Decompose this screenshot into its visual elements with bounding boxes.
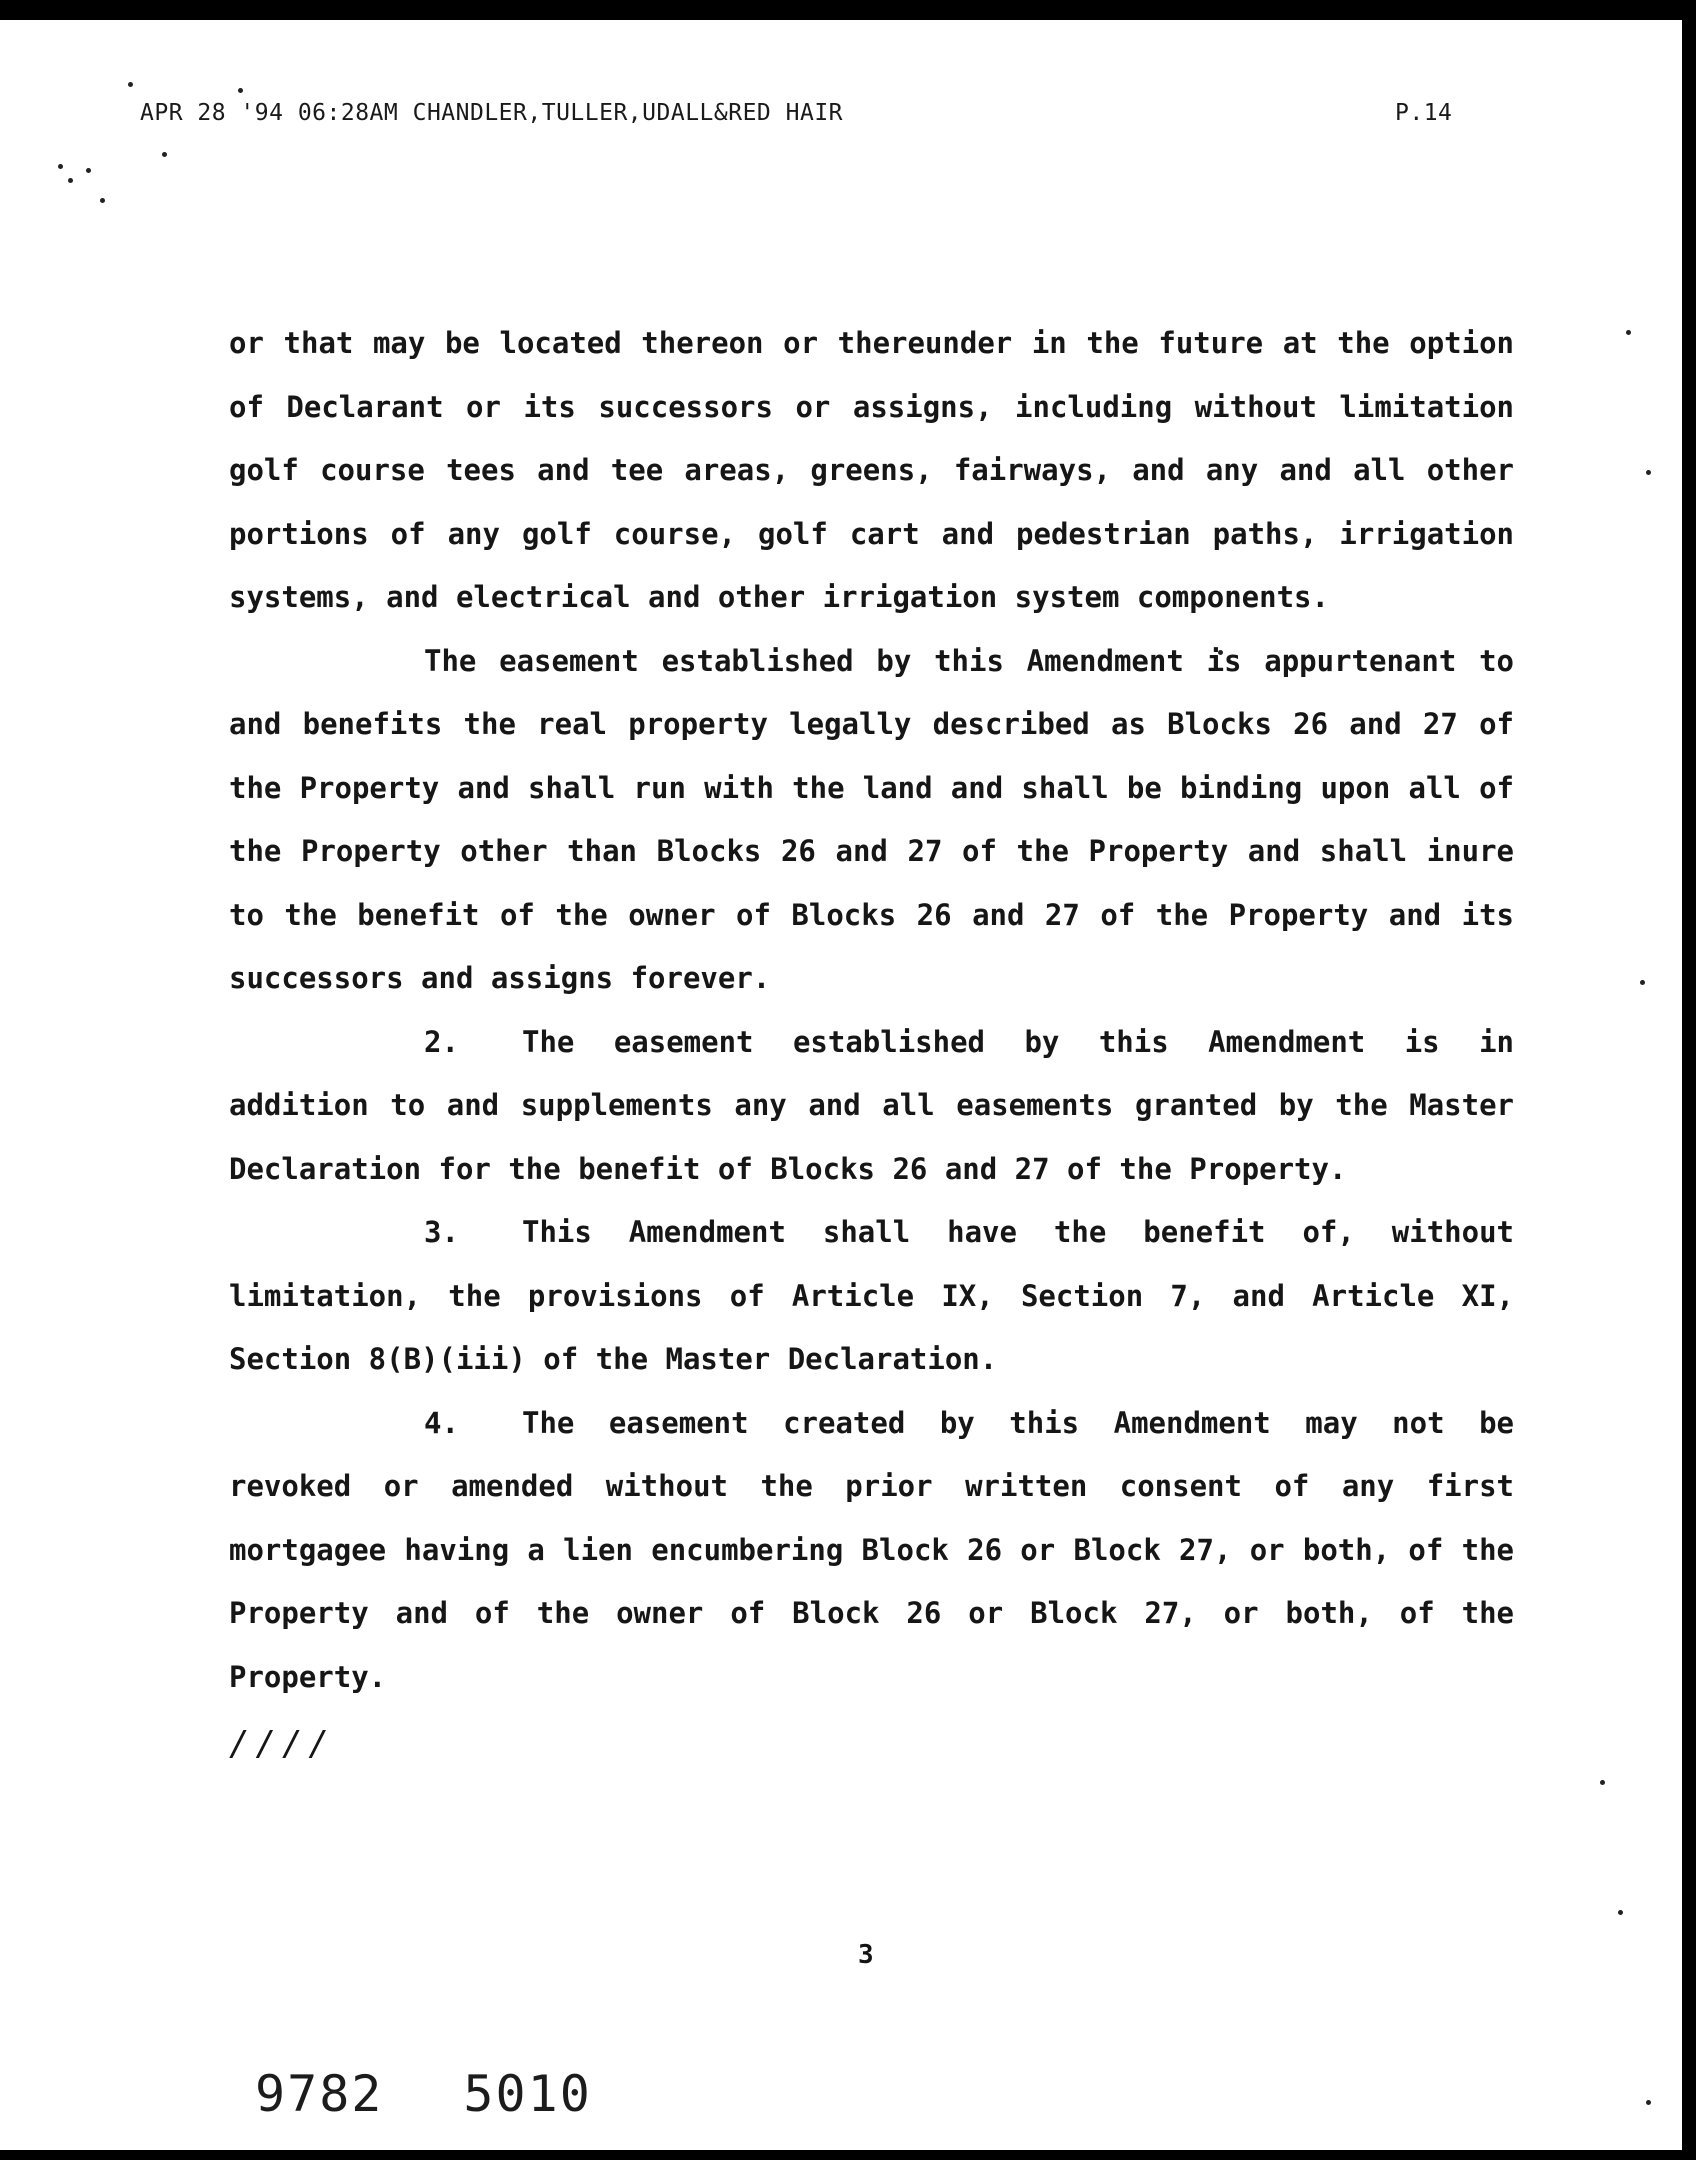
document-id-part-2: 5010	[463, 2065, 592, 2123]
paragraph-text: This Amendment shall have the benefit of, without limitation, the provisions of Article IX, Section 7, and Article XI, Section 8(B)(iii) of the Master Declaration.	[229, 1215, 1514, 1376]
section-number: 4.	[424, 1405, 459, 1440]
scan-border-right	[1682, 0, 1696, 2160]
paragraph-text: The easement established by this Amendment is appurtenant to and benefits the real property legally described as Blocks 26 and 27 of the Property and shall run with the land and shall be binding upon all of the Property other than Blocks 26 and 27 of the Property and shall inure to the benefit of the owner of Blocks 26 and 27 of the Property and its successors and assigns forever.	[229, 643, 1514, 995]
document-body	[229, 312, 1514, 1777]
section-number: 2.	[424, 1024, 459, 1059]
scan-border-bottom	[0, 2150, 1696, 2160]
section-number: 3.	[424, 1215, 459, 1249]
paragraph-continuation	[229, 312, 1514, 630]
document-id-stamp	[255, 2065, 592, 2123]
paragraph-text: The easement created by this Amendment may not be revoked or amended without the prior written consent of any first mortgagee having a lien encumbering Block 26 or Block 27, or both, of the Property and of the owner of Block 26 or Block 27, or both, of the Property.	[229, 1405, 1514, 1694]
document-id-part-1: 9782	[255, 2065, 384, 2123]
scan-border-top	[0, 0, 1696, 20]
fax-header-sender-line: APR 28 '94 06:28AM CHANDLER,TULLER,UDALL&RED HAIR	[140, 100, 844, 126]
paragraph-appurtenance	[229, 630, 1514, 1011]
paragraph-text: The easement established by this Amendment is in addition to and supplements any and all easements granted by the Master Declaration for the benefit of Blocks 26 and 27 of the Property.	[229, 1024, 1514, 1186]
paragraph-section-4	[229, 1392, 1514, 1710]
paragraph-text: or that may be located thereon or thereunder in the future at the option of Declarant or its successors or assigns, including without limitation golf course tees and tee areas, greens, fairways, and any and all other portions of any golf course, golf cart and pedestrian paths, irrigation systems, and electrical and other irrigation system components.	[229, 326, 1514, 614]
paragraph-section-3	[229, 1201, 1514, 1392]
continuation-slashes: ////	[229, 1724, 335, 1764]
fax-page-indicator: P.14	[1395, 100, 1453, 126]
paragraph-section-2	[229, 1011, 1514, 1202]
page-number: 3	[858, 1940, 874, 1970]
